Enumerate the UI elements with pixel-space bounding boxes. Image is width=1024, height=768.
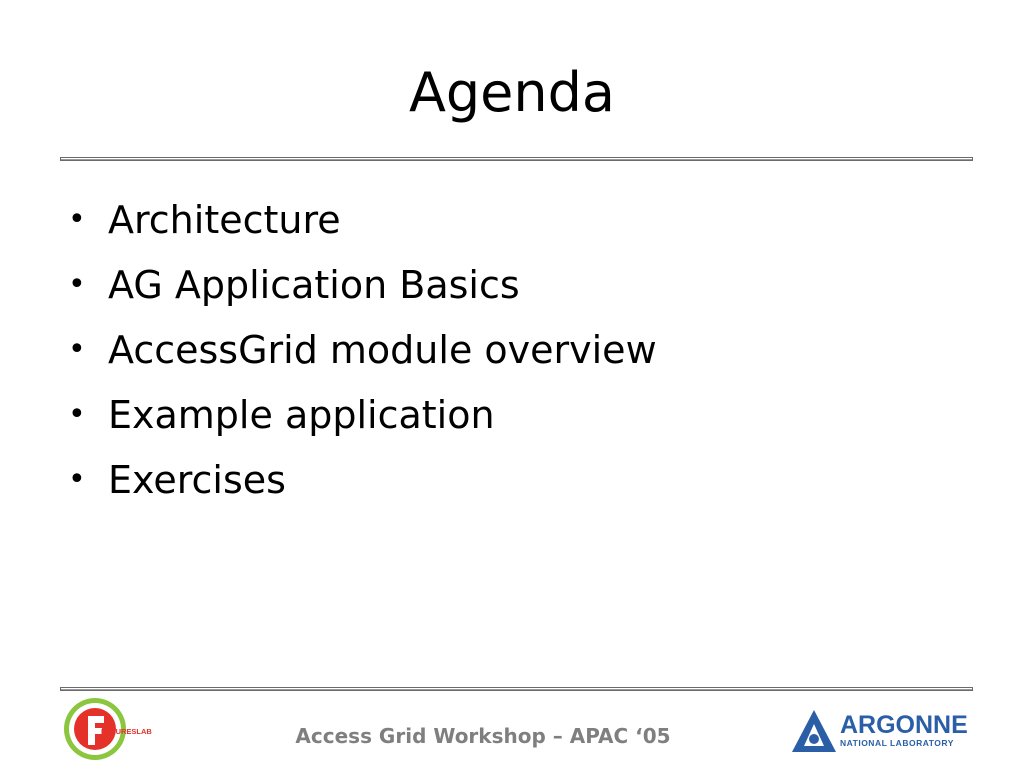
- list-item: [68, 385, 657, 450]
- list-item-text: AG Application Basics: [108, 263, 520, 307]
- list-item-text: Exercises: [108, 458, 286, 502]
- list-item-text: Example application: [108, 393, 495, 437]
- slide-title: Agenda: [408, 61, 616, 124]
- bullet-icon: •: [68, 267, 86, 302]
- argonne-triangle-icon: [790, 708, 838, 756]
- argonne-logo-subtitle: NATIONAL LABORATORY: [840, 738, 954, 748]
- list-item-text: Architecture: [108, 198, 341, 242]
- agenda-list: [68, 190, 657, 515]
- argonne-logo: [790, 708, 976, 756]
- list-item: [68, 255, 657, 320]
- list-item: [68, 320, 657, 385]
- bullet-icon: •: [68, 202, 86, 237]
- argonne-logo-name: ARGONNE: [840, 711, 968, 739]
- bullet-icon: •: [68, 462, 86, 497]
- bullet-icon: •: [68, 332, 86, 367]
- list-item: [68, 450, 657, 515]
- futureslab-logo-text: FUTURESLAB: [101, 727, 152, 736]
- bullet-icon: •: [68, 397, 86, 432]
- footer-caption: Access Grid Workshop – APAC ‘05: [295, 724, 671, 748]
- list-item-text: AccessGrid module overview: [108, 328, 657, 372]
- top-divider: [60, 157, 973, 161]
- bottom-divider: [60, 687, 973, 691]
- list-item: [68, 190, 657, 255]
